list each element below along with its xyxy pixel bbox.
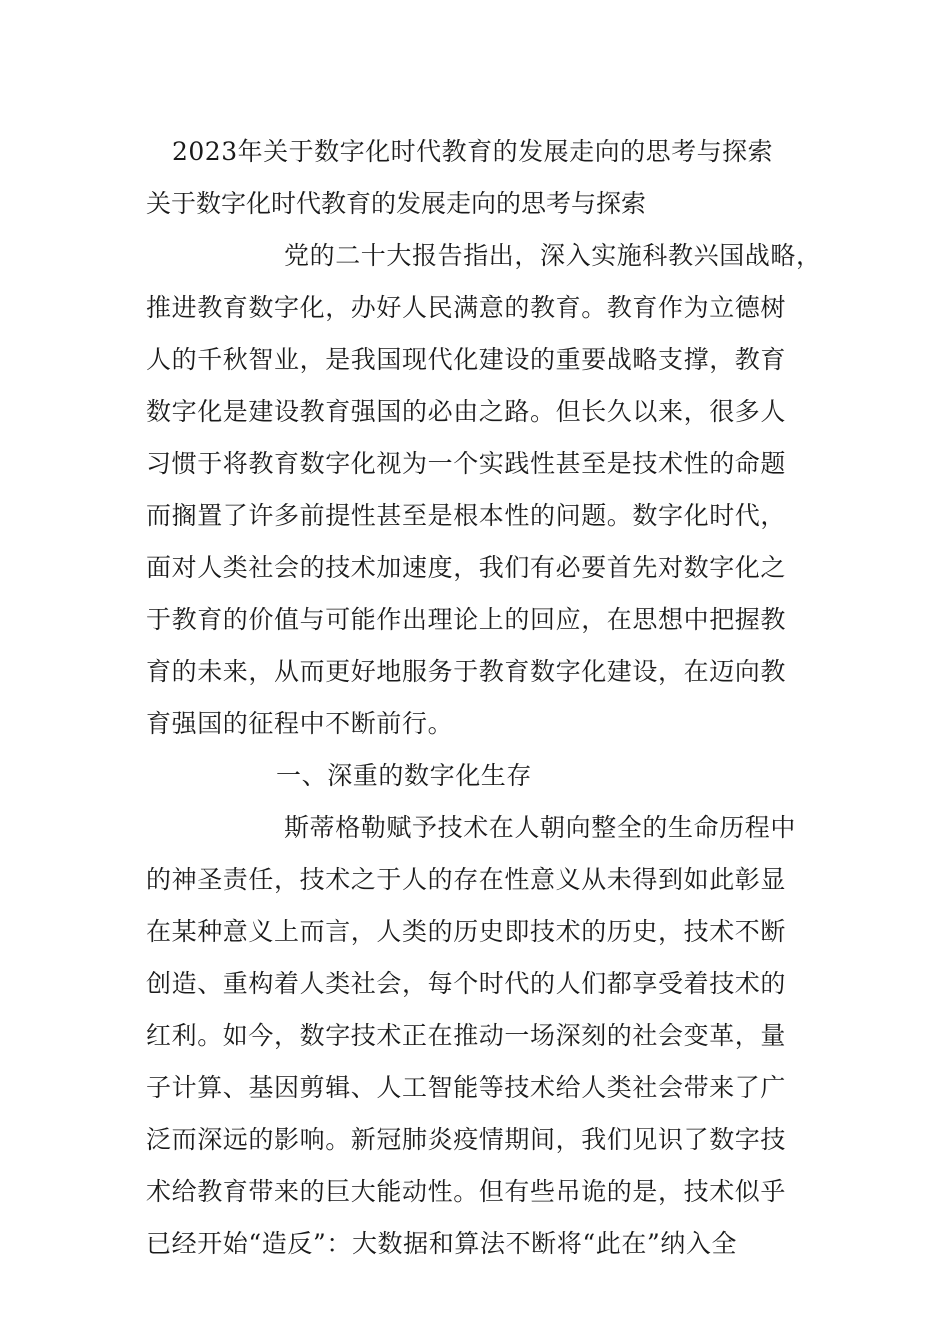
- paragraph-line: 推进教育数字化，办好人民满意的教育。教育作为立德树: [146, 293, 787, 322]
- paragraph-line: 育强国的征程中不断前行。: [146, 709, 454, 738]
- paragraph-line: 在某种意义上而言，人类的历史即技术的历史，技术不断: [146, 917, 787, 946]
- paragraph-line: 习惯于将教育数字化视为一个实践性甚至是技术性的命题: [146, 449, 787, 478]
- paragraph-line: 党的二十大报告指出，深入实施科教兴国战略，: [284, 241, 822, 270]
- paragraph-line: 数字化是建设教育强国的必由之路。但长久以来，很多人: [146, 397, 787, 426]
- paragraph-line: 于教育的价值与可能作出理论上的回应，在思想中把握教: [146, 605, 787, 634]
- paragraph-line: 而搁置了许多前提性甚至是根本性的问题。数字化时代，: [146, 501, 787, 530]
- paragraph-line: 人的千秋智业，是我国现代化建设的重要战略支撑，教育: [146, 345, 787, 374]
- paragraph-line: 的神圣责任，技术之于人的存在性意义从未得到如此彰显: [146, 865, 787, 894]
- paragraph-line: 创造、重构着人类社会，每个时代的人们都享受着技术的: [146, 969, 787, 998]
- paragraph-line: 红利。如今，数字技术正在推动一场深刻的社会变革，量: [146, 1021, 787, 1050]
- paragraph-line: 术给教育带来的巨大能动性。但有些吊诡的是，技术似乎: [146, 1177, 787, 1206]
- paragraph-line: 已经开始“造反”：大数据和算法不断将“此在”纳入全: [146, 1229, 738, 1258]
- document-subtitle: 关于数字化时代教育的发展走向的思考与探索: [146, 189, 647, 218]
- paragraph-line: 斯蒂格勒赋予技术在人朝向整全的生命历程中: [284, 813, 797, 842]
- document-title: 2023年关于数字化时代教育的发展走向的思考与探索: [172, 137, 774, 166]
- paragraph-line: 泛而深远的影响。新冠肺炎疫情期间，我们见识了数字技: [146, 1125, 787, 1154]
- section-heading: 一、深重的数字化生存: [276, 761, 533, 790]
- paragraph-line: 育的未来，从而更好地服务于教育数字化建设，在迈向教: [146, 657, 787, 686]
- paragraph-line: 面对人类社会的技术加速度，我们有必要首先对数字化之: [146, 553, 787, 582]
- paragraph-line: 子计算、基因剪辑、人工智能等技术给人类社会带来了广: [146, 1073, 787, 1102]
